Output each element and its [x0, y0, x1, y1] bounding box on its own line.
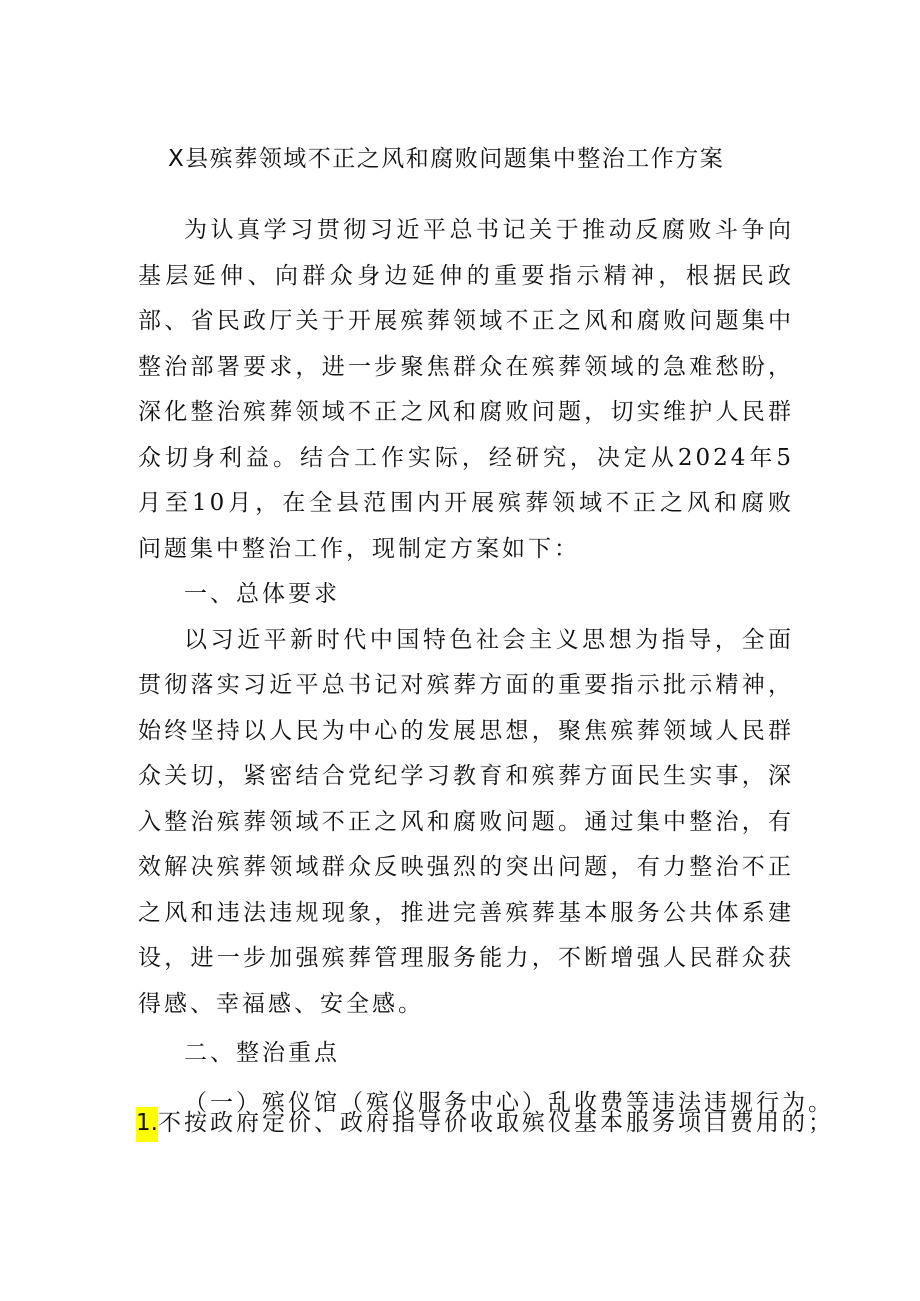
subsection-heading-funeral-home: （一）殡仪馆（殡仪服务中心）乱收费等违法违规行为。: [184, 1089, 834, 1116]
section-heading-key-points: 二、整治重点: [184, 1040, 340, 1066]
document-body: [138, 208, 834, 1126]
highlighted-item-number: 1.: [136, 1107, 158, 1142]
intro-paragraph: 为认真学习贯彻习近平总书记关于推动反腐败斗争向基层延伸、向群众身边延伸的重要指示精神，根据民政部、省民政厅关于开展殡葬领域不正之风和腐败问题集中整治部署要求，进一步聚焦群众在殡葬领域的急难愁盼，深化整治殡葬领域不正之风和腐败问题，切实维护人民群众切身利益。结合工作实际，经研究，决定从2024年5月至10月，在全县范围内开展殡葬领域不正之风和腐败问题集中整治工作，现制定方案如下：: [138, 217, 794, 562]
list-item: [136, 1106, 834, 1140]
document-title: X县殡葬领域不正之风和腐败问题集中整治工作方案: [168, 146, 725, 172]
section-heading-general-requirements: 一、总体要求: [184, 581, 340, 607]
list-item-text: 不按政府定价、政府指导价收取殡仪基本服务项目费用的；: [157, 1110, 834, 1136]
general-requirements-paragraph: 以习近平新时代中国特色社会主义思想为指导，全面贯彻落实习近平总书记对殡葬方面的重要指示批示精神，始终坚持以人民为中心的发展思想，聚焦殡葬领域人民群众关切，紧密结合党纪学习教育和殡葬方面民生实事，深入整治殡葬领域不正之风和腐败问题。通过集中整治，有效解决殡葬领域群众反映强烈的突出问题，有力整治不正之风和违法违规现象，推进完善殡葬基本服务公共体系建设，进一步加强殡葬管理服务能力，不断增强人民群众获得感、幸福感、安全感。: [138, 626, 794, 1017]
